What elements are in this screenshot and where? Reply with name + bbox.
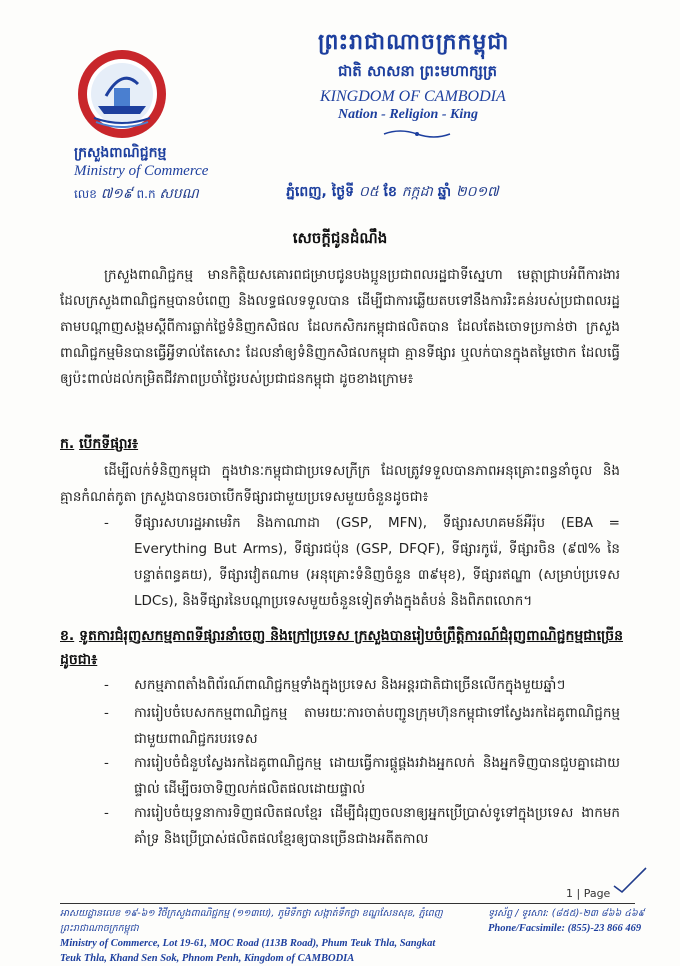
footer-contact [488, 906, 658, 936]
section-b-bullet-2: ការរៀបចំបេសកកម្មពាណិជ្ជកម្ម តាមរយៈការចាត់បញ្ជូនក្រុមហ៊ុនកម្ពុជាទៅស្វែងរកដៃគូពាណិជ្ជកម្ម ជាមួយពាណិជ្ជករបរទេស [134, 705, 620, 747]
footer-address-kh: អាសយដ្ឋានលេខ ១៩-៦១ វិថីក្រសួងពាណិជ្ជកម្ម (១១៣បេ), ភូមិទឹកថ្លា សង្កាត់ទឹកថ្លា ខណ្ឌសែនសុខ, ភ្នំពេញ ព្រះរាជាណាចក្រកម្ពុជា [60, 908, 443, 934]
ref-prefix: លេខ [74, 187, 97, 201]
section-a-title: បើកទីផ្សារ៖ [79, 436, 139, 452]
letter-page: ក្រសួងពាណិជ្ជកម្ម Ministry of Commerce លេខ ៧១៩ ព.ក សបណ ព្រះរាជាណាចក្រកម្ពុជា ជាតិ សាសនា ព្រះមហាក្សត្រ KINGDOM OF CAMBODIA Nation - Religion - King ភ្នំពេញ, ថ្ងៃទី ០៥ ខែ កក្កដា ឆ្នាំ ២០១៧ សេចក្តីជូនដំណឹង ក្រសួងពាណិជ្ជកម្ម មានកិត្តិយសគោរពជម្រាបជូនបងប្អូនប្រជាពលរដ្ឋជាទីស្នេហា មេត្តាជ្រាបអំពីការងារដែលក្រសួងពាណិជ្ជកម្មបានបំពេញ និងលទ្ធផលទទួលបាន ដើម្បីជាការឆ្លើយតបទៅនឹងការរិះគន់របស់ប្រជាពលរដ្ឋ តាមបណ្តាញសង្គមស្តីពីការធ្លាក់ថ្លៃទំនិញកសិផល ដែលកសិករកម្ពុជាផលិតបាន ដែលតែងចោទប្រកាន់ថា ក្រសួងពាណិជ្ជកម្មមិនបានធ្វើអ្វីទាល់តែសោះ ដែលនាំឲ្យទំនិញកសិផលកម្ពុជា គ្មានទីផ្សារ ឬលក់បានក្នុងតម្លៃថោក ដែលធ្វើឲ្យប៉ះពាល់ដល់កម្រិតជីវភាពប្រចាំថ្ងៃរបស់ប្រជាជនកម្ពុជា ដូចខាងក្រោម៖ ក. បើកទីផ្សារ៖ ដើម្បីលក់ទំនិញកម្ពុជា ក្នុងឋានៈកម្ពុជាជាប្រទេសក្រីក្រ ដែលត្រូវទទួលបានភាពអនុគ្រោះពន្ធនាំចូល និងគ្មានកំណត់កូតា ក្រសួងបានចរចាបើកទីផ្សារជាមួយប្រទេសមួយចំនួនដូចជា៖ - ទីផ្សារសហរដ្ឋអាមេរិក និងកាណាដា (GSP, MFN), ទីផ្សារសហគមន៍អឺរ៉ុប (EBA = Everything But Arms), ទីផ្សារជប៉ុន (GSP, DFQF), ទីផ្សារកូរ៉េ, ទីផ្សារចិន (៩៧% នៃបន្ទាត់ពន្ធគយ), ទីផ្សារវៀតណាម (អនុគ្រោះទំនិញចំនួន ៣៩មុខ), ទីផ្សារឥណ្ឌា (សម្រាប់ប្រទេស LDCs), និងទីផ្សារនៃបណ្តាប្រទេសមួយចំនួនទៀតទាំងក្នុងតំបន់ និងពិភពលោក។ ខ. ទូតការជំរុញសកម្មភាពទីផ្សារនាំចេញ និងក្រៅប្រទេស ក្រសួងបានរៀបចំព្រឹត្តិការណ៍ជំរុញពាណិជ្ជកម្មជាច្រើន ដូចជា៖ - សកម្មភាពតាំងពិព័រណ៍ពាណិជ្ជកម្មទាំងក្នុងប្រទេស និងអន្តរជាតិជាច្រើនលើកក្នុងមួយឆ្នាំៗ - ការរៀបចំបេសកកម្មពាណិជ្ជកម្ម តាមរយៈការចាត់បញ្ជូនក្រុមហ៊ុនកម្ពុជាទៅស្វែងរកដៃគូពាណិជ្ជកម្ម ជាមួយពាណិជ្ជករបរទេស - ការរៀបចំជំនួបស្វែងរកដៃគូពាណិជ្ជកម្ម ដោយធ្វើការផ្គូផ្គងរវាងអ្នកលក់ និងអ្នកទិញបានជួបគ្នាដោយផ្ទាល់ ដើម្បីចរចាទិញលក់ផលិតផលដោយផ្ទាល់ - ការរៀបចំយុទ្ធនាការទិញផលិតផលខ្មែរ ដើម្បីជំរុញចលនាឲ្យអ្នកប្រើប្រាស់ទូទៅក្នុងប្រទេស ងាកមកគាំទ្រ និងប្រើប្រាស់ផលិតផលខ្មែរឲ្យបានច្រើនជាងអតីតកាល 1 | Page អាសយដ្ឋានលេខ ១៩-៦១ វិថីក្រសួងពាណិជ្ជកម្ម (១១៣បេ), ភូមិទឹកថ្លា សង្កាត់ទឹកថ្លា ខណ្ឌសែនសុខ, ភ្នំពេញ ព្រះរាជាណាចក្រកម្ពុជា Ministry of Commerce, Lot 19-61, MOC Road (113B Road), Phum Teuk Thla, Sangkat Teuk Thla, Khand Sen Sok, Phnom Penh, Kingdom of CAMBODIA ទូរស័ព្ទ / ទូរសារ: (៨៥៥)-២៣ ៨៦៦ ៤៦៩ Phone/Facsimile: (855)-23 866 469 [0, 0, 680, 960]
ministry-logo-icon [76, 48, 168, 140]
section-b-title: ទូតការជំរុញសកម្មភាពទីផ្សារនាំចេញ និងក្រៅប្រទេស ក្រសួងបានរៀបចំព្រឹត្តិការណ៍ជំរុញពាណិជ្ជកម្មជាច្រើន ដូចជា៖ [60, 628, 624, 668]
motto-kh: ជាតិ សាសនា ព្រះមហាក្សត្រ [338, 62, 497, 80]
date-place: ភ្នំពេញ, [286, 184, 327, 200]
ref-code: ព.ក [136, 187, 156, 201]
footer-address-en-1: Ministry of Commerce, Lot 19-61, MOC Road (113B Road), Phum Teuk Thla, Sangkat [60, 938, 436, 949]
footer-divider [60, 903, 635, 904]
date-year: ២០១៧ [455, 184, 499, 200]
section-b-heading [60, 624, 640, 672]
reference-number [74, 184, 199, 205]
footer-address [60, 906, 480, 966]
section-b-bullet-1: សកម្មភាពតាំងពិព័រណ៍ពាណិជ្ជកម្មទាំងក្នុងប្រទេស និងអន្តរជាតិជាច្រើនលើកក្នុងមួយឆ្នាំៗ [134, 677, 566, 693]
section-a-body: ដើម្បីលក់ទំនិញកម្ពុជា ក្នុងឋានៈកម្ពុជាជាប្រទេសក្រីក្រ ដែលត្រូវទទួលបានភាពអនុគ្រោះពន្ធនាំចូល និងគ្មានកំណត់កូតា ក្រសួងបានចរចាបើកទីផ្សារជាមួយប្រទេសមួយចំនួនដូចជា៖ [60, 463, 620, 505]
kingdom-title-kh: ព្រះរាជាណាចក្រកម្ពុជា [318, 30, 510, 55]
ministry-name-en: Ministry of Commerce [74, 163, 209, 179]
date-month-label: ខែ [383, 184, 397, 200]
footer-phone-en: Phone/Facsimile: (855)-23 866 469 [488, 923, 642, 934]
page-number: 1 | Page [566, 887, 611, 900]
section-a-heading [60, 432, 640, 456]
intro-paragraph: ក្រសួងពាណិជ្ជកម្ម មានកិត្តិយសគោរពជម្រាបជូនបងប្អូនប្រជាពលរដ្ឋជាទីស្នេហា មេត្តាជ្រាបអំពីការងារដែលក្រសួងពាណិជ្ជកម្មបានបំពេញ និងលទ្ធផលទទួលបាន ដើម្បីជាការឆ្លើយតបទៅនឹងការរិះគន់របស់ប្រជាពលរដ្ឋ តាមបណ្តាញសង្គមស្តីពីការធ្លាក់ថ្លៃទំនិញកសិផល ដែលកសិករកម្ពុជាផលិតបាន ដែលតែងចោទប្រកាន់ថា ក្រសួងពាណិជ្ជកម្មមិនបានធ្វើអ្វីទាល់តែសោះ ដែលនាំឲ្យទំនិញកសិផលកម្ពុជា គ្មានទីផ្សារ ឬលក់បានក្នុងតម្លៃថោក ដែលធ្វើឲ្យប៉ះពាល់ដល់កម្រិតជីវភាពប្រចាំថ្ងៃរបស់ប្រជាជនកម្ពុជា ដូចខាងក្រោម៖ [60, 267, 620, 387]
motto-en: Nation - Religion - King [338, 107, 479, 122]
document-title: សេចក្តីជូនដំណឹង [292, 229, 388, 247]
date-line [286, 182, 499, 203]
section-b-bullet-4: ការរៀបចំយុទ្ធនាការទិញផលិតផលខ្មែរ ដើម្បីជំរុញចលនាឲ្យអ្នកប្រើប្រាស់ទូទៅក្នុងប្រទេស ងាកមកគាំទ្រ និងប្រើប្រាស់ផលិតផលខ្មែរឲ្យបានច្រើនជាងអតីតកាល [134, 805, 620, 847]
kingdom-title-en: KINGDOM OF CAMBODIA [320, 88, 506, 105]
footer-phone-kh: ទូរស័ព្ទ / ទូរសារ: (៨៥៥)-២៣ ៨៦៦ ៤៦៩ [488, 908, 645, 919]
section-a-label: ក. [60, 436, 75, 452]
footer-address-en-2: Teuk Thla, Khand Sen Sok, Phnom Penh, Kingdom of CAMBODIA [60, 953, 355, 964]
section-b-label: ខ. [60, 628, 75, 644]
date-day: ០៥ [358, 184, 379, 200]
section-a-bullet-1: ទីផ្សារសហរដ្ឋអាមេរិក និងកាណាដា (GSP, MFN), ទីផ្សារសហគមន៍អឺរ៉ុប (EBA = Everything But Arms), ទីផ្សារជប៉ុន (GSP, DFQF), ទីផ្សារកូរ៉េ, ទីផ្សារចិន (៩៧% នៃបន្ទាត់ពន្ធគយ), ទីផ្សារវៀតណាម (អនុគ្រោះទំនិញចំនួន ៣៩មុខ), ទីផ្សារឥណ្ឌា (សម្រាប់ប្រទេស LDCs), និងទីផ្សារនៃបណ្តាប្រទេសមួយចំនួនទៀតទាំងក្នុងតំបន់ និងពិភពលោក។ [134, 515, 620, 609]
date-day-label: ថ្ងៃទី [331, 184, 354, 200]
date-year-label: ឆ្នាំ [437, 184, 452, 200]
ministry-name-kh: ក្រសួងពាណិជ្ជកម្ម [74, 145, 167, 161]
date-month: កក្កដា [401, 184, 433, 200]
ref-suffix: សបណ [159, 186, 199, 202]
handwritten-checkmark-icon [612, 866, 648, 894]
section-b-bullet-3: ការរៀបចំជំនួបស្វែងរកដៃគូពាណិជ្ជកម្ម ដោយធ្វើការផ្គូផ្គងរវាងអ្នកលក់ និងអ្នកទិញបានជួបគ្នាដោយផ្ទាល់ ដើម្បីចរចាទិញលក់ផលិតផលដោយផ្ទាល់ [134, 755, 620, 797]
ref-number: ៧១៩ [100, 186, 133, 202]
ornament-divider-icon [382, 128, 452, 140]
